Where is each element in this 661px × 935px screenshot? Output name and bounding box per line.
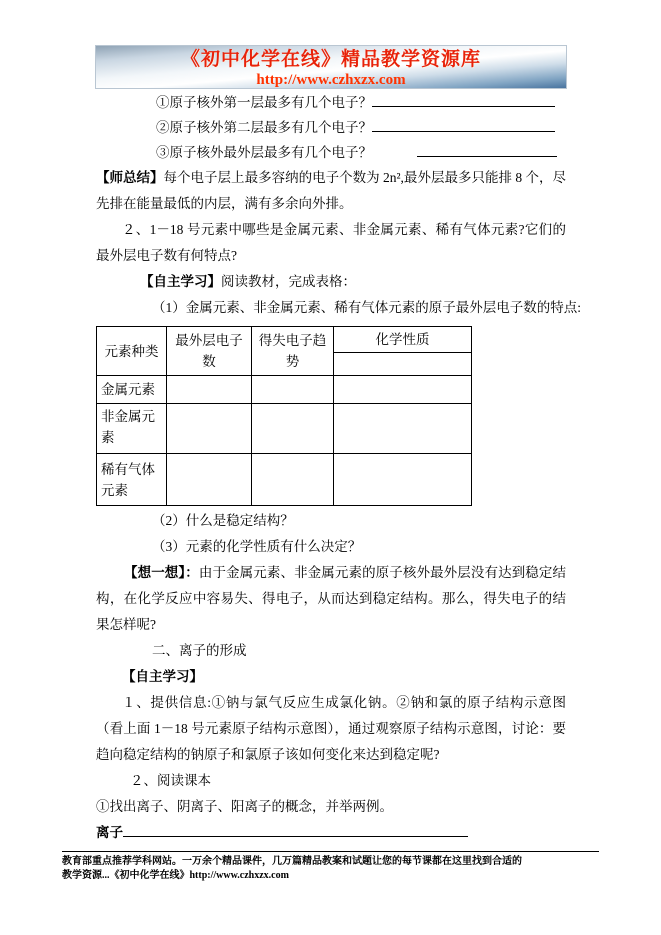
header-element-type: 元素种类 (97, 327, 167, 376)
cell-metal-property[interactable] (334, 376, 472, 404)
ion-definition-line (96, 820, 566, 846)
cell-metal-tendency[interactable] (252, 376, 334, 404)
section-title-ion-formation (96, 638, 566, 664)
self-study-2-label: 【自主学习】 (122, 669, 203, 684)
self-study-label: 【自主学习】 (140, 274, 221, 289)
elements-question-paragraph (96, 217, 566, 269)
find-ion-line (96, 794, 566, 820)
cell-noble-tendency[interactable] (252, 454, 334, 506)
header-chemical-property-space (334, 353, 471, 375)
banner-url-link[interactable]: http://www.czhxzx.com (256, 72, 406, 88)
think-text: 由于金属元素、非金属元素的原子核外最外层没有达到稳定结构，在化学反应中容易失、得电子，从而达到稳定结构。那么，得失电子的结果怎样呢? (96, 565, 566, 632)
think-label: 【想一想】： (124, 565, 199, 580)
cell-noble-outer-electrons[interactable] (167, 454, 252, 506)
row-label-noble-gas: 稀有气体元素 (97, 454, 167, 506)
table-row-nonmetal (97, 404, 472, 454)
answer-blank-1[interactable] (372, 94, 555, 107)
table-intro-text: （1）金属元素、非金属元素、稀有气体元素的原子最外层电子数的特点: (152, 300, 581, 315)
find-ion-text: ①找出离子、阴离子、阳离子的概念，并举两例。 (96, 799, 393, 814)
provide-info-text: １、提供信息:①钠与氯气反应生成氯化钠。②钠和氯的原子结构示意图（看上面 1－18 号元素原子结构示意图），通过观察原子结构示意图，讨论：要趋向稳定结构的钠原子和氯原子该如何变化来达到稳定呢? (96, 695, 566, 762)
row-label-nonmetal: 非金属元素 (97, 404, 167, 454)
read-textbook-text: ２、阅读课本 (130, 773, 211, 788)
footer-line-1: 教育部重点推荐学科网站。一万余个精品课件，几万篇精品教案和试题让您的每节课都在这里找到合适的 (62, 856, 522, 867)
question-stable-structure-text: （2）什么是稳定结构？ (152, 513, 294, 528)
answer-blank-3[interactable] (417, 144, 557, 157)
question-chemical-property-text: （3）元素的化学性质有什么决定？ (152, 539, 362, 554)
header-chemical-property (334, 327, 472, 376)
cell-nonmetal-property[interactable] (334, 404, 472, 454)
provide-info-paragraph (96, 690, 566, 768)
footer-line-2 (62, 869, 599, 883)
element-properties-table (96, 326, 472, 506)
header-chemical-property-text: 化学性质 (334, 327, 471, 353)
document-body (96, 90, 581, 846)
elements-question-text: ２、1－18 号元素中哪些是金属元素、非金属元素、稀有气体元素?它们的最外层电子数有何特点? (96, 222, 566, 263)
question-1-text: ①原子核外第一层最多有几个电子？ (156, 95, 372, 110)
self-study-text: 阅读教材，完成表格： (221, 274, 356, 289)
row-label-metal: 金属元素 (97, 376, 167, 404)
table-header-row (97, 327, 472, 376)
table-row-noble-gas (97, 454, 472, 506)
question-line-2 (96, 115, 566, 140)
table-intro-line (96, 295, 581, 321)
banner-title: 《初中化学在线》精品教学资源库 (180, 49, 481, 70)
cell-nonmetal-outer-electrons[interactable] (167, 404, 252, 454)
header-electron-tendency: 得失电子趋势 (252, 327, 334, 376)
question-stable-structure (96, 508, 566, 534)
self-study-line (96, 269, 566, 295)
answer-blank-2[interactable] (372, 119, 555, 132)
cell-nonmetal-tendency[interactable] (252, 404, 334, 454)
question-3-text: ③原子核外最外层最多有几个电子？ (156, 145, 372, 160)
think-paragraph (96, 560, 566, 638)
ion-answer-blank[interactable] (123, 824, 468, 837)
ion-label: 离子 (96, 825, 123, 840)
cell-noble-property[interactable] (334, 454, 472, 506)
table-row-metal (97, 376, 472, 404)
question-chemical-property (96, 534, 566, 560)
cell-metal-outer-electrons[interactable] (167, 376, 252, 404)
self-study-2-line (96, 664, 566, 690)
teacher-summary-text: 每个电子层上最多容纳的电子个数为 2n²,最外层最多只能排 8 个，尽先排在能量最低的内层，满有多余向外排。 (96, 170, 567, 211)
question-line-1 (96, 90, 566, 115)
footer-line-2-text: 教学资源...《初中化学在线》 (62, 870, 190, 881)
question-line-3 (96, 140, 566, 165)
header-banner (95, 45, 567, 89)
header-outer-electrons: 最外层电子数 (167, 327, 252, 376)
read-textbook-line (96, 768, 566, 794)
teacher-summary-paragraph (96, 165, 566, 217)
footer-url-link[interactable]: http://www.czhxzx.com (189, 870, 289, 881)
question-2-text: ②原子核外第二层最多有几个电子？ (156, 120, 372, 135)
section-title-text: 二、离子的形成 (152, 643, 247, 658)
teacher-summary-label: 【师总结】 (96, 170, 164, 185)
page-footer (62, 851, 599, 883)
